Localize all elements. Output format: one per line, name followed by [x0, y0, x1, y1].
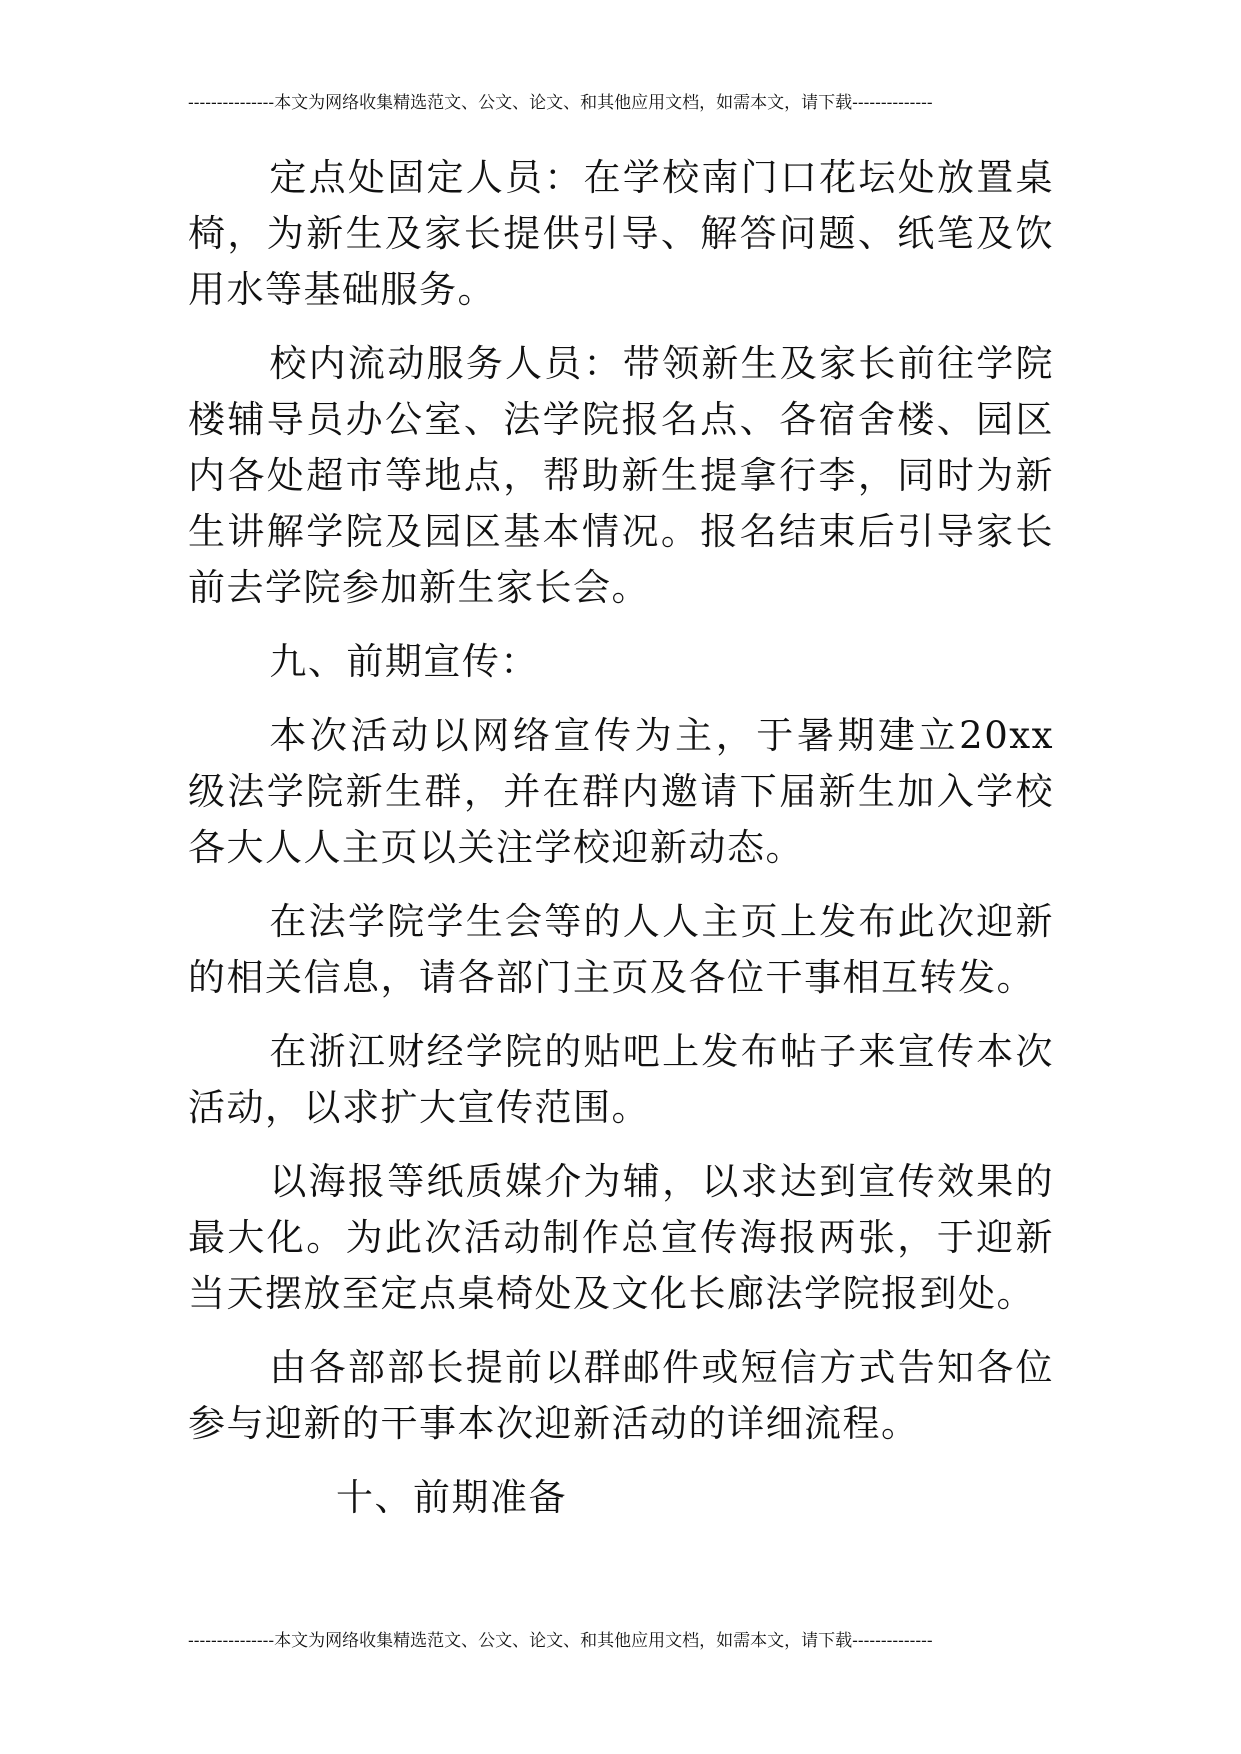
- paragraph-notification: 由各部部长提前以群邮件或短信方式告知各位参与迎新的干事本次迎新活动的详细流程。: [188, 1346, 1054, 1445]
- document-body: [188, 150, 1054, 1544]
- header-banner: ---------------本文为网络收集精选范文、公文、论文、和其他应用文档，如需本文，请下载--------------: [188, 93, 933, 113]
- paragraph-online-publicity: 本次活动以网络宣传为主，于暑期建立20xx级法学院新生群，并在群内邀请下届新生加入学校各大人人主页以关注学校迎新动态。: [188, 714, 1054, 869]
- footer-banner: ---------------本文为网络收集精选范文、公文、论文、和其他应用文档，如需本文，请下载--------------: [188, 1631, 933, 1651]
- section-heading-preparation: 十、前期准备: [336, 1476, 567, 1519]
- paragraph-renren-publicity: 在法学院学生会等的人人主页上发布此次迎新的相关信息，请各部门主页及各位干事相互转发。: [188, 900, 1054, 999]
- paragraph-fixed-staff: 定点处固定人员：在学校南门口花坛处放置桌椅，为新生及家长提供引导、解答问题、纸笔及饮用水等基础服务。: [188, 156, 1054, 311]
- paragraph-mobile-staff: 校内流动服务人员：带领新生及家长前往学院楼辅导员办公室、法学院报名点、各宿舍楼、园区内各处超市等地点，帮助新生提拿行李，同时为新生讲解学院及园区基本情况。报名结束后引导家长前去学院参加新生家长会。: [188, 342, 1054, 609]
- paragraph-tieba-publicity: 在浙江财经学院的贴吧上发布帖子来宣传本次活动，以求扩大宣传范围。: [188, 1030, 1054, 1129]
- section-heading-publicity: 九、前期宣传：: [269, 640, 539, 683]
- paragraph-poster-publicity: 以海报等纸质媒介为辅，以求达到宣传效果的最大化。为此次活动制作总宣传海报两张，于迎新当天摆放至定点桌椅处及文化长廊法学院报到处。: [188, 1160, 1054, 1315]
